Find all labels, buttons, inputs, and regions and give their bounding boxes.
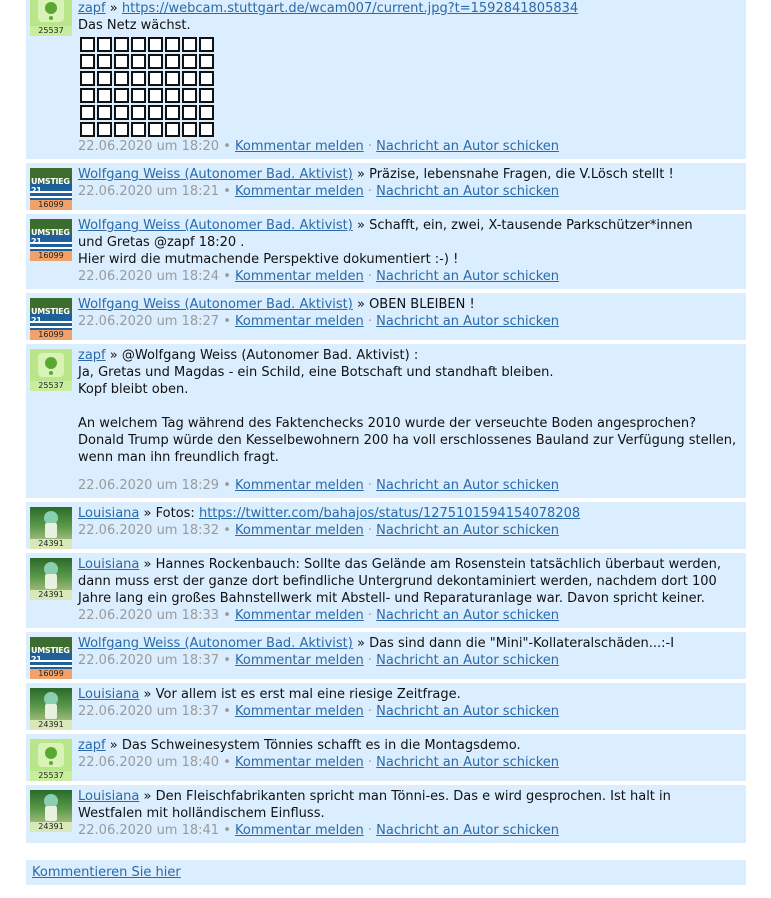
- meta-separator: ·: [367, 823, 373, 838]
- meta-separator: ·: [367, 608, 373, 623]
- missing-glyph-box: [114, 88, 129, 103]
- comment: [26, 344, 746, 498]
- avatar-image: [30, 0, 72, 26]
- meta-separator: ·: [367, 523, 373, 538]
- user-points: 16099: [30, 330, 72, 340]
- missing-glyph-box: [97, 54, 112, 69]
- missing-glyph-box: [199, 88, 214, 103]
- message-author-link[interactable]: Nachricht an Autor schicken: [376, 184, 560, 199]
- missing-glyph-box: [131, 71, 146, 86]
- missing-glyph-box: [165, 122, 180, 137]
- comment-text-line: und Gretas @zapf 18:20 .: [78, 235, 245, 250]
- comment-text-line: An welchem Tag während des Faktenchecks 2010 wurde der verseuchte Boden angesprochen?: [78, 416, 697, 431]
- comment-header: [78, 556, 738, 573]
- author-link[interactable]: Wolfgang Weiss (Autonomer Bad. Aktivist): [78, 167, 353, 182]
- author-link[interactable]: Louisiana: [78, 506, 140, 521]
- comment-header: [78, 737, 738, 754]
- meta-separator: ·: [367, 314, 373, 329]
- user-points: 24391: [30, 539, 72, 549]
- missing-glyph-box: [148, 88, 163, 103]
- separator: »: [143, 687, 152, 702]
- avatar-image: [30, 637, 72, 669]
- comment-text-line: Hier wird die mutmachende Perspektive dokumentiert :-) !: [78, 252, 459, 267]
- message-author-link[interactable]: Nachricht an Autor schicken: [376, 523, 560, 538]
- separator: »: [143, 557, 152, 572]
- missing-glyph-box: [80, 54, 95, 69]
- missing-glyph-box: [182, 105, 197, 120]
- missing-glyph-box: [131, 54, 146, 69]
- author-link[interactable]: zapf: [78, 738, 106, 753]
- author-link[interactable]: Wolfgang Weiss (Autonomer Bad. Aktivist): [78, 636, 353, 651]
- comment: [26, 785, 746, 843]
- separator: »: [143, 789, 152, 804]
- comment: [26, 0, 746, 159]
- meta-dot: •: [223, 823, 231, 838]
- comment-meta: [78, 183, 738, 200]
- report-comment-link[interactable]: Kommentar melden: [235, 653, 364, 668]
- comment-meta: [78, 138, 738, 155]
- missing-glyph-box: [165, 54, 180, 69]
- user-avatar[interactable]: [30, 688, 72, 730]
- comment-list: [26, 0, 746, 847]
- comment-date: 22.06.2020 um 18:29: [78, 478, 220, 493]
- comment-text-line: Donald Trump würde den Kesselbewohnern 200 ha voll erschlossenes Bauland zur Verfügung stellen,: [78, 433, 737, 448]
- comment-meta: [78, 313, 738, 330]
- report-comment-link[interactable]: Kommentar melden: [235, 608, 364, 623]
- comment-date: 22.06.2020 um 18:20: [78, 139, 220, 154]
- author-link[interactable]: Wolfgang Weiss (Autonomer Bad. Aktivist): [78, 297, 353, 312]
- comment-footer: [26, 860, 746, 885]
- missing-glyph-box: [97, 88, 112, 103]
- comment-text: Schafft, ein, zwei, X-tausende Parkschützer*innen: [369, 218, 693, 233]
- missing-glyph-box: [114, 105, 129, 120]
- user-avatar[interactable]: [30, 168, 72, 210]
- message-author-link[interactable]: Nachricht an Autor schicken: [376, 139, 560, 154]
- comment-header: [78, 788, 738, 805]
- comment-meta: [78, 268, 738, 285]
- missing-glyph-box: [80, 122, 95, 137]
- arrow-icon: [30, 191, 72, 198]
- avatar-label: UMSTIEG 21: [31, 646, 70, 664]
- missing-glyph-box: [97, 37, 112, 52]
- missing-glyph-box: [182, 88, 197, 103]
- meta-separator: ·: [367, 184, 373, 199]
- avatar-image: [30, 349, 72, 381]
- author-link[interactable]: Louisiana: [78, 687, 140, 702]
- meta-separator: ·: [367, 755, 373, 770]
- comment-meta: [78, 607, 738, 624]
- missing-glyph-box: [80, 71, 95, 86]
- comment-text: @Wolfgang Weiss (Autonomer Bad. Aktivist) :: [121, 348, 419, 363]
- comment-header: [78, 296, 738, 313]
- report-comment-link[interactable]: Kommentar melden: [235, 314, 364, 329]
- comment: [26, 502, 746, 549]
- missing-glyph-box: [165, 105, 180, 120]
- missing-glyph-box: [131, 122, 146, 137]
- message-author-link[interactable]: Nachricht an Autor schicken: [376, 314, 560, 329]
- report-comment-link[interactable]: Kommentar melden: [235, 823, 364, 838]
- missing-glyph-box: [165, 88, 180, 103]
- comment-text: Präzise, lebensnahe Fragen, die V.Lösch stellt !: [369, 167, 674, 182]
- comment-date: 22.06.2020 um 18:33: [78, 608, 220, 623]
- meta-dot: •: [223, 314, 231, 329]
- comment-header: [78, 217, 738, 234]
- user-points: 16099: [30, 251, 72, 261]
- comment-text-line: dann muss erst der ganze dort befindliche Untergrund dekontaminiert werden, nachdem dort 100: [78, 574, 717, 589]
- missing-glyph-box: [80, 37, 95, 52]
- user-points: 16099: [30, 200, 72, 210]
- comment-meta: [78, 652, 738, 669]
- missing-glyph-box: [199, 122, 214, 137]
- comment-text-line: Westfalen mit holländischem Einfluss.: [78, 806, 325, 821]
- missing-glyph-box: [165, 71, 180, 86]
- avatar-image: [30, 558, 72, 590]
- meta-separator: ·: [367, 139, 373, 154]
- user-points: 25537: [30, 381, 72, 391]
- comment-meta: [78, 822, 738, 839]
- comment-date: 22.06.2020 um 18:27: [78, 314, 220, 329]
- author-link[interactable]: Wolfgang Weiss (Autonomer Bad. Aktivist): [78, 218, 353, 233]
- comment-text-line: Jahre lang ein großes Bahnstellwerk mit Abstell- und Reparaturanlage war. Davon spricht keiner.: [78, 591, 705, 606]
- missing-glyph-box: [199, 71, 214, 86]
- message-author-link[interactable]: Nachricht an Autor schicken: [376, 755, 560, 770]
- report-comment-link[interactable]: Kommentar melden: [235, 523, 364, 538]
- separator: »: [356, 297, 365, 312]
- separator: »: [143, 506, 152, 521]
- meta-dot: •: [223, 184, 231, 199]
- comment-text: Den Fleischfabrikanten spricht man Tönni-es. Das e wird gesprochen. Ist halt in: [155, 789, 671, 804]
- comment-text-line: Das Netz wächst.: [78, 18, 191, 33]
- meta-dot: •: [223, 478, 231, 493]
- separator: »: [356, 636, 365, 651]
- comment-text: Das sind dann die "Mini"-Kollateralschäden...:-I: [369, 636, 675, 651]
- user-points: 25537: [30, 771, 72, 781]
- missing-glyph-box: [131, 37, 146, 52]
- missing-glyph-box: [80, 105, 95, 120]
- missing-glyph-box: [131, 88, 146, 103]
- comment-text-line: Kopf bleibt oben.: [78, 382, 189, 397]
- missing-glyph-box: [114, 122, 129, 137]
- missing-glyph-box: [182, 54, 197, 69]
- message-author-link[interactable]: Nachricht an Autor schicken: [376, 269, 560, 284]
- meta-dot: •: [223, 523, 231, 538]
- avatar-image: [30, 298, 72, 330]
- comment-date: 22.06.2020 um 18:40: [78, 755, 220, 770]
- missing-glyph-box: [148, 54, 163, 69]
- user-avatar[interactable]: [30, 298, 72, 340]
- meta-dot: •: [223, 755, 231, 770]
- report-comment-link[interactable]: Kommentar melden: [235, 478, 364, 493]
- author-link[interactable]: Louisiana: [78, 789, 140, 804]
- missing-glyph-box: [114, 37, 129, 52]
- separator: »: [109, 1, 118, 16]
- avatar-label: UMSTIEG 21: [31, 307, 70, 325]
- meta-separator: ·: [367, 269, 373, 284]
- missing-glyph-box: [165, 37, 180, 52]
- comment-header: [78, 505, 738, 522]
- comment-text-line: wenn man ihn freundlich fragt.: [78, 450, 279, 465]
- missing-glyph-box: [114, 71, 129, 86]
- comment: [26, 293, 746, 340]
- avatar-label: UMSTIEG 21: [31, 177, 70, 195]
- avatar-image: [30, 168, 72, 200]
- user-points: 16099: [30, 669, 72, 679]
- comment-header: [78, 635, 738, 652]
- avatar-image: [30, 688, 72, 720]
- arrow-icon: [30, 660, 72, 667]
- message-author-link[interactable]: Nachricht an Autor schicken: [376, 478, 560, 493]
- meta-dot: •: [223, 608, 231, 623]
- message-author-link[interactable]: Nachricht an Autor schicken: [376, 608, 560, 623]
- user-points: 24391: [30, 822, 72, 832]
- write-comment-link[interactable]: Kommentieren Sie hier: [32, 865, 181, 880]
- meta-dot: •: [223, 269, 231, 284]
- avatar-image: [30, 507, 72, 539]
- comment-url-link[interactable]: https://webcam.stuttgart.de/wcam007/current.jpg?t=1592841805834: [121, 1, 579, 16]
- separator: »: [356, 218, 365, 233]
- comment-date: 22.06.2020 um 18:37: [78, 704, 220, 719]
- meta-separator: ·: [367, 653, 373, 668]
- report-comment-link[interactable]: Kommentar melden: [235, 755, 364, 770]
- comment-header: [78, 347, 738, 364]
- user-points: 25537: [30, 26, 72, 36]
- spacer: [78, 466, 738, 477]
- user-points: 24391: [30, 590, 72, 600]
- meta-separator: ·: [367, 704, 373, 719]
- comment: [26, 632, 746, 679]
- avatar-label: UMSTIEG 21: [31, 228, 70, 246]
- missing-glyph-box: [114, 54, 129, 69]
- user-avatar[interactable]: [30, 558, 72, 600]
- comment-text: Das Schweinesystem Tönnies schafft es in die Montagsdemo.: [121, 738, 521, 753]
- missing-glyph-box: [182, 71, 197, 86]
- user-avatar[interactable]: [30, 219, 72, 261]
- author-link[interactable]: Louisiana: [78, 557, 140, 572]
- comment-paragraph: [78, 415, 738, 466]
- user-avatar[interactable]: [30, 507, 72, 549]
- missing-glyph-box: [97, 122, 112, 137]
- comment-text: Fotos:: [155, 506, 195, 521]
- comment: [26, 683, 746, 730]
- report-comment-link[interactable]: Kommentar melden: [235, 704, 364, 719]
- comment: [26, 734, 746, 781]
- message-author-link[interactable]: Nachricht an Autor schicken: [376, 823, 560, 838]
- meta-dot: •: [223, 653, 231, 668]
- missing-glyph-box: [199, 37, 214, 52]
- comment-meta: [78, 477, 738, 494]
- missing-glyph-box: [148, 105, 163, 120]
- missing-glyph-box: [131, 105, 146, 120]
- missing-glyph-box: [199, 54, 214, 69]
- comment-text: Vor allem ist es erst mal eine riesige Zeitfrage.: [155, 687, 461, 702]
- message-author-link[interactable]: Nachricht an Autor schicken: [376, 653, 560, 668]
- report-comment-link[interactable]: Kommentar melden: [235, 269, 364, 284]
- missing-glyph-box: [148, 71, 163, 86]
- separator: »: [356, 167, 365, 182]
- avatar-image: [30, 790, 72, 822]
- user-avatar[interactable]: [30, 790, 72, 832]
- meta-separator: ·: [367, 478, 373, 493]
- comment-text-line: Ja, Gretas und Magdas - ein Schild, eine Botschaft und standhaft bleiben.: [78, 365, 554, 380]
- comment-url-link[interactable]: https://twitter.com/bahajos/status/1275101594154078208: [198, 506, 581, 521]
- user-avatar[interactable]: [30, 349, 72, 391]
- comment-date: 22.06.2020 um 18:37: [78, 653, 220, 668]
- missing-glyph-box: [80, 88, 95, 103]
- avatar-image: [30, 739, 72, 771]
- comment-meta: [78, 703, 738, 720]
- separator: »: [109, 348, 118, 363]
- missing-glyph-box: [97, 71, 112, 86]
- comment-meta: [78, 754, 738, 771]
- report-comment-link[interactable]: Kommentar melden: [235, 139, 364, 154]
- meta-dot: •: [223, 139, 231, 154]
- comment: [26, 214, 746, 289]
- comment-text: OBEN BLEIBEN !: [369, 297, 475, 312]
- image-placeholder-grid: [79, 36, 221, 138]
- arrow-icon: [30, 321, 72, 328]
- missing-glyph-box: [182, 37, 197, 52]
- missing-glyph-box: [97, 105, 112, 120]
- avatar-image: [30, 219, 72, 251]
- missing-glyph-box: [199, 105, 214, 120]
- comment-meta: [78, 522, 738, 539]
- comment-header: [78, 0, 738, 17]
- author-link[interactable]: zapf: [78, 1, 106, 16]
- comment-date: 22.06.2020 um 18:21: [78, 184, 220, 199]
- comment-header: [78, 166, 738, 183]
- user-avatar[interactable]: [30, 739, 72, 781]
- comment-header: [78, 686, 738, 703]
- comment-date: 22.06.2020 um 18:32: [78, 523, 220, 538]
- comment: [26, 553, 746, 628]
- user-avatar[interactable]: [30, 637, 72, 679]
- missing-glyph-box: [148, 37, 163, 52]
- report-comment-link[interactable]: Kommentar melden: [235, 184, 364, 199]
- comment-date: 22.06.2020 um 18:41: [78, 823, 220, 838]
- user-points: 24391: [30, 720, 72, 730]
- meta-dot: •: [223, 704, 231, 719]
- message-author-link[interactable]: Nachricht an Autor schicken: [376, 704, 560, 719]
- arrow-icon: [30, 242, 72, 249]
- user-avatar[interactable]: [30, 0, 72, 36]
- comment-date: 22.06.2020 um 18:24: [78, 269, 220, 284]
- separator: »: [109, 738, 118, 753]
- missing-glyph-box: [148, 122, 163, 137]
- comment: [26, 163, 746, 210]
- author-link[interactable]: zapf: [78, 348, 106, 363]
- comment-text: Hannes Rockenbauch: Sollte das Gelände am Rosenstein tatsächlich überbaut werden,: [155, 557, 721, 572]
- missing-glyph-box: [182, 122, 197, 137]
